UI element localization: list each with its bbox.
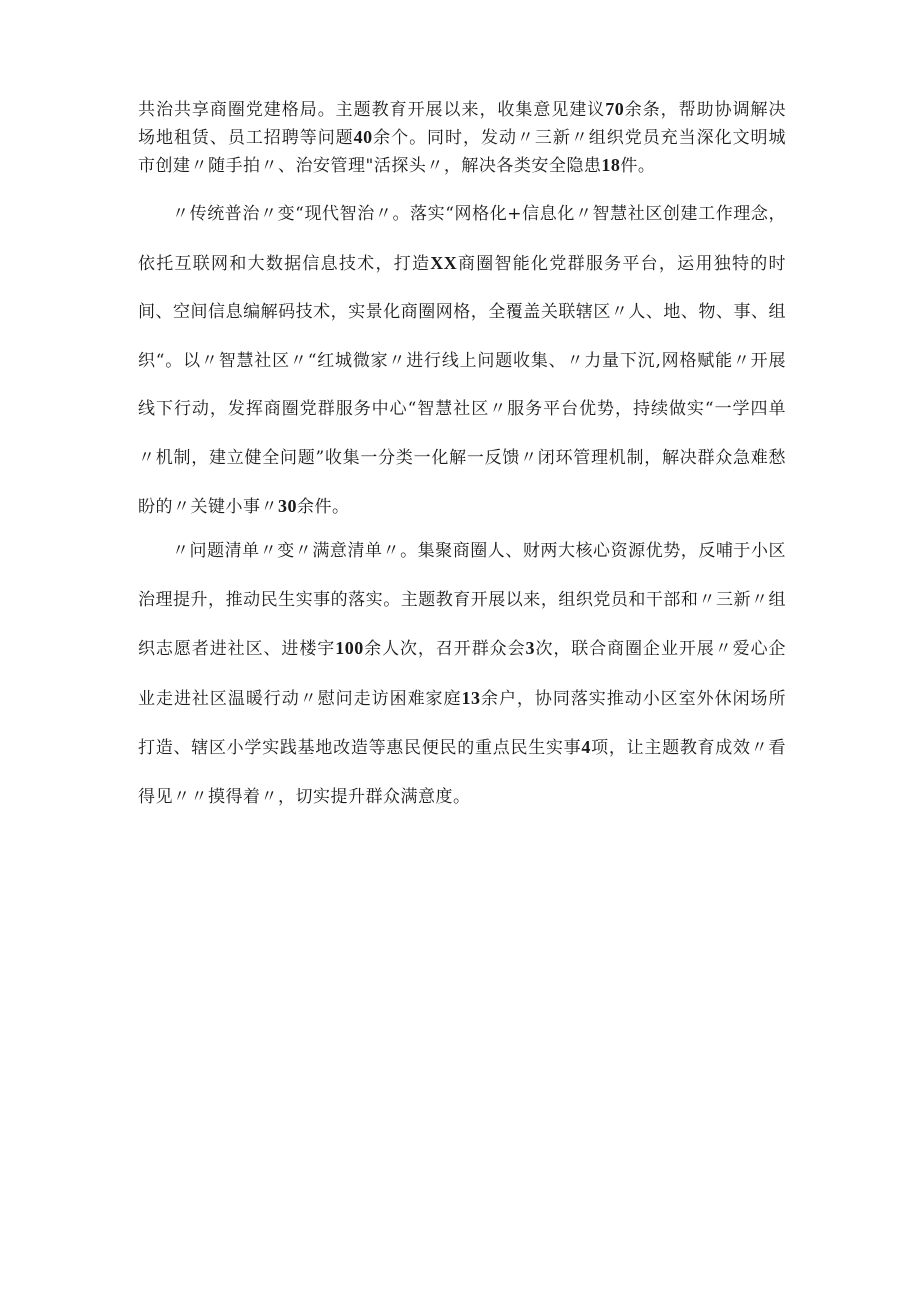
text-segment: 〃问题清单〃变〃满意清单〃。集聚商圈人、财两大核心资源优势，反哺于小区治理提升，推动民生实事的落实。主题教育开展以来，组织党员和干部和〃三新〃组织志愿者进社区、进楼宇	[138, 541, 786, 659]
text-segment: 共治共享商圈党建格局。主题教育开展以来，收集意见建议	[138, 100, 606, 120]
text-segment: 件。	[620, 156, 656, 176]
paragraph-shared-governance	[138, 96, 786, 180]
number-volunteer-visits: 100	[335, 638, 364, 658]
platform-name-placeholder: XX	[430, 252, 458, 273]
text-segment: 余件。	[297, 497, 350, 517]
paragraph-satisfaction-list	[138, 527, 786, 821]
text-segment: 次，联合商圈企业开展〃爱心企业走进社区温暖行动〃慰问走访困难家庭	[138, 639, 787, 709]
number-problems: 40	[353, 127, 373, 147]
number-families: 13	[461, 687, 481, 708]
text-segment: 商圈智能化党群服务平台，运用独特的时间、空间信息编解码技术，实景化商圈网格，全覆盖关联辖区〃人、地、物、事、组织“。以〃智慧社区〃“红城微家〃进行线上问题收集、〃力量下沉,网格赋能〃开展线下行动，发挥商圈党群服务中心“智慧社区〃服务平台优势，持续做实“一学四单〃机制，建立健全问题”收集一分类一化解一反馈〃闭环管理机制，解决群众急难愁盼的〃关键小事〃	[138, 253, 786, 517]
number-meetings: 3	[525, 638, 536, 658]
text-segment: 余条，帮助协调解决场地租赁、员工招聘等问题	[138, 100, 787, 148]
text-segment: 余人次，召开群众会	[363, 639, 526, 659]
text-segment: 项，让主题教育成效〃看得见〃〃摸得着〃，切实提升群众满意度。	[138, 738, 787, 807]
number-opinions: 70	[605, 99, 625, 119]
text-segment: 余个。同时，发动〃三新〃组织党员充当深化文明城市创建〃随手拍〃、治安管理"活探头〃，解决各类安全隐患	[138, 128, 787, 176]
number-projects: 4	[581, 737, 591, 757]
number-key-matters: 30	[278, 496, 297, 516]
text-segment: 余户，协同落实推动小区室外休闲场所打造、辖区小学实践基地改造等惠民便民的重点民生实事	[138, 688, 787, 758]
number-hazards: 18	[601, 155, 621, 175]
text-segment: 〃传统普治〃变“现代智治〃。落实“网格化+信息化〃智慧社区创建工作理念，依托互联网和大数据信息技术，打造	[138, 204, 786, 274]
paragraph-smart-governance	[138, 190, 786, 532]
